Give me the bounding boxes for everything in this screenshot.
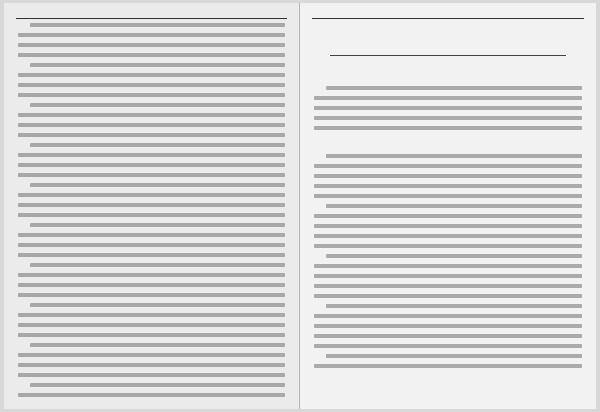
text-line: [30, 143, 285, 147]
text-line: [18, 323, 285, 327]
text-line: [30, 263, 285, 267]
text-line: [314, 274, 582, 278]
text-line: [18, 133, 285, 137]
text-line: [18, 353, 285, 357]
text-line: [326, 86, 582, 90]
text-line: [30, 63, 285, 67]
text-line: [314, 364, 582, 368]
text-line: [18, 193, 285, 197]
text-line: [314, 244, 582, 248]
text-line: [314, 116, 582, 120]
text-line: [314, 126, 582, 130]
text-line: [314, 184, 582, 188]
book-spread: [4, 3, 596, 409]
text-line: [30, 383, 285, 387]
text-line: [18, 53, 285, 57]
text-line: [18, 273, 285, 277]
text-line: [18, 83, 285, 87]
text-line: [18, 333, 285, 337]
text-line: [30, 103, 285, 107]
text-line: [18, 163, 285, 167]
text-line: [18, 173, 285, 177]
text-line: [314, 106, 582, 110]
text-line: [30, 303, 285, 307]
text-line: [18, 73, 285, 77]
right-header-rule: [312, 18, 584, 19]
text-line: [18, 393, 285, 397]
left-text-lines: [18, 23, 285, 397]
chapter-rule: [330, 55, 566, 56]
text-line: [18, 293, 285, 297]
text-line: [18, 123, 285, 127]
text-line: [18, 213, 285, 217]
text-line: [30, 223, 285, 227]
text-line: [18, 203, 285, 207]
chapter-title: [314, 31, 582, 45]
text-line: [30, 343, 285, 347]
text-line: [314, 174, 582, 178]
text-line: [314, 264, 582, 268]
text-line: [314, 284, 582, 288]
text-line: [314, 294, 582, 298]
text-line: [326, 204, 582, 208]
section-1-text-lines: [314, 86, 582, 130]
text-line: [314, 96, 582, 100]
text-line: [314, 344, 582, 348]
text-line: [326, 254, 582, 258]
text-line: [30, 23, 285, 27]
text-line: [326, 154, 582, 158]
section-1-title: [314, 68, 582, 78]
text-line: [314, 314, 582, 318]
text-line: [18, 253, 285, 257]
text-line: [18, 233, 285, 237]
left-header-rule: [16, 18, 287, 19]
text-line: [314, 334, 582, 338]
text-line: [18, 93, 285, 97]
text-line: [314, 234, 582, 238]
text-line: [18, 153, 285, 157]
section-2-title: [314, 136, 582, 146]
text-line: [18, 373, 285, 377]
section-2-text-lines: [314, 154, 582, 368]
text-line: [326, 354, 582, 358]
text-line: [18, 43, 285, 47]
text-line: [18, 283, 285, 287]
right-page: [300, 3, 596, 409]
text-line: [18, 363, 285, 367]
text-line: [314, 224, 582, 228]
text-line: [18, 33, 285, 37]
text-line: [30, 183, 285, 187]
text-line: [18, 243, 285, 247]
text-line: [18, 113, 285, 117]
text-line: [18, 313, 285, 317]
text-line: [314, 164, 582, 168]
text-line: [314, 324, 582, 328]
text-line: [314, 194, 582, 198]
text-line: [326, 304, 582, 308]
text-line: [314, 214, 582, 218]
left-page: [4, 3, 300, 409]
